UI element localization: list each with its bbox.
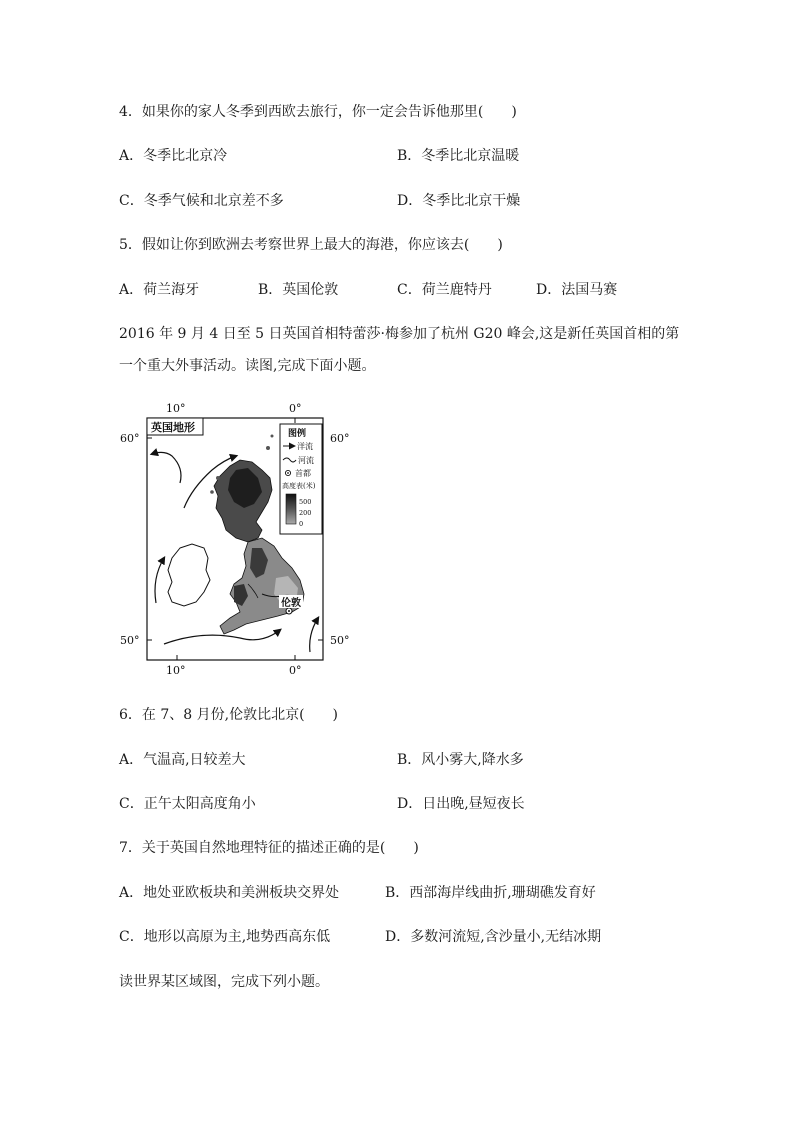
legend-elevation-bar [286,494,296,524]
question-7-stem: 7．关于英国自然地理特征的描述正确的是( ) [119,840,419,856]
legend-elev-0: 0 [299,520,304,528]
q5-option-d: D．法国马赛 [536,282,618,298]
lon-label-bottom-right: 0° [289,664,302,677]
q4-option-d: D．冬季比北京干燥 [397,193,521,209]
q6-option-b: B．风小雾大,降水多 [397,752,524,768]
q6-option-a: A．气温高,日较差大 [119,752,246,768]
lat-label-bottom-right: 50° [330,634,350,647]
q6-option-d: D．日出晚,昼短夜长 [397,796,525,812]
map-title: 英国地形 [151,421,195,434]
passage-line-1: 2016 年 9 月 4 日至 5 日英国首相特蕾莎·梅参加了杭州 G20 峰会,这是新任英国首相的第 [119,326,680,342]
legend-current-label: 洋流 [297,442,313,451]
q7-option-c: C．地形以高原为主,地势西高东低 [119,929,331,945]
q4-option-c: C．冬季气候和北京差不多 [119,193,284,209]
lon-label-top-left: 10° [166,402,186,415]
passage-next-region: 读世界某区域图，完成下列小题。 [119,974,329,990]
lat-label-bottom-left: 50° [120,634,140,647]
q7-option-d: D．多数河流短,含沙量小,无结冰期 [385,929,602,945]
q5-option-b: B．英国伦敦 [258,282,339,298]
question-4-stem: 4．如果你的家人冬季到西欧去旅行，你一定会告诉他那里( ) [119,104,517,120]
question-5-stem: 5．假如让你到欧洲去考察世界上最大的海港，你应该去( ) [119,237,503,253]
london-label: 伦敦 [281,598,301,609]
legend-elevation-title: 高度表(米) [282,482,316,490]
lon-label-bottom-left: 10° [166,664,186,677]
legend-capital-label: 首都 [295,469,311,478]
q4-option-b: B．冬季比北京温暖 [397,148,520,164]
q6-option-c: C．正午太阳高度角小 [119,796,256,812]
q5-option-a: A．荷兰海牙 [119,282,200,298]
lat-label-top-right: 60° [330,432,350,445]
q7-option-a: A．地处亚欧板块和美洲板块交界处 [119,885,340,901]
q4-option-a: A．冬季比北京冷 [119,148,228,164]
uk-terrain-map [112,398,352,688]
lat-label-top-left: 60° [120,432,140,445]
legend-elev-500: 500 [299,498,312,506]
q7-option-b: B．西部海岸线曲折,珊瑚礁发育好 [385,885,596,901]
q5-option-c: C．荷兰鹿特丹 [397,282,492,298]
legend-elev-200: 200 [299,509,312,517]
map-legend [280,424,322,534]
question-6-stem: 6．在 7、8 月份,伦敦比北京( ) [119,707,338,723]
lon-label-top-right: 0° [289,402,302,415]
legend-river-label: 河流 [298,456,314,465]
legend-title: 图例 [288,429,307,439]
passage-line-2: 一个重大外事活动。读图,完成下面小题。 [119,358,376,374]
